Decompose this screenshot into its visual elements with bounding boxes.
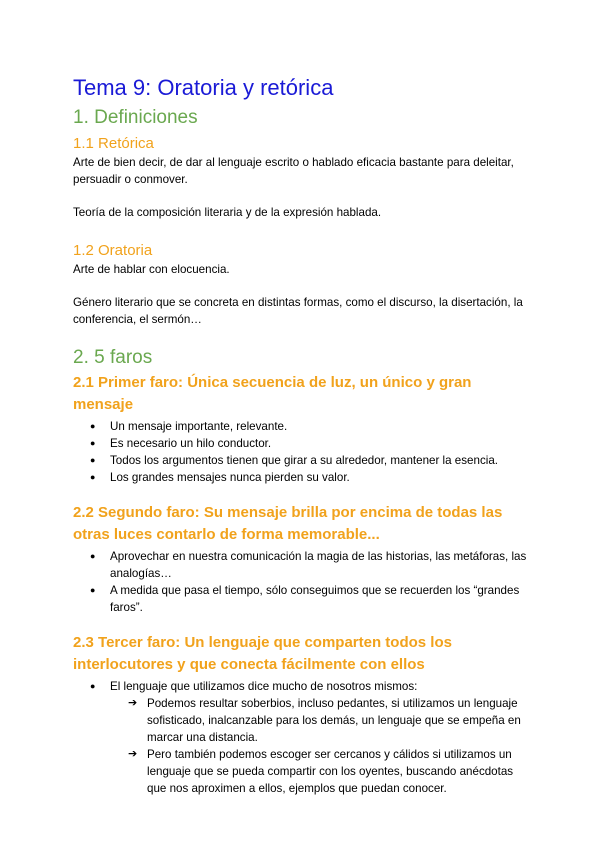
list-item: ● Todos los argumentos tienen que girar a su alrededor, mantener la esencia.	[90, 454, 498, 467]
list-item: ● El lenguaje que utilizamos dice mucho de nosotros mismos: ➔ Podemos resultar soberbios, incluso pedantes, si utilizamos un lenguaje sofisticado, inalcanzable para los demás, un lenguaje que se empeña en marcar una distancia. ➔ Pero también podemos escoger ser cercanos y cálidos si utilizamos un lenguaje que se pueda compartir con los oyentes, buscando anécdotas que nos aproximen a ellos, ejemplos que puedan conocer.	[73, 678, 528, 797]
bullet-icon: ●	[90, 472, 96, 482]
bullet-icon: ●	[90, 421, 96, 431]
arrow-right-icon: ➔	[128, 697, 138, 709]
subheading-retorica: 1.1 Retórica	[73, 135, 154, 152]
subheading-segundo-faro: 2.2 Segundo faro: Su mensaje brilla por encima de todas las otras luces contarlo de forma memorable...	[73, 504, 503, 543]
paragraph-retorica-1: Arte de bien decir, de dar al lenguaje escrito o hablado eficacia bastante para deleitar, persuadir o conmover.	[73, 156, 514, 186]
bullet-icon: ●	[90, 455, 96, 465]
arrow-right-icon: ➔	[128, 748, 138, 760]
bullet-list-segundo-faro	[73, 548, 528, 616]
paragraph-oratoria-1: Arte de hablar con elocuencia.	[73, 263, 230, 276]
arrow-list-lenguaje	[110, 695, 528, 797]
section-heading-5-faros: 2. 5 faros	[73, 347, 153, 368]
bullet-icon: ●	[90, 681, 96, 691]
list-item: ● A medida que pasa el tiempo, sólo conseguimos que se recuerden los “grandes faros”.	[90, 584, 520, 614]
list-item: ● Aprovechar en nuestra comunicación la magia de las historias, las metáforas, las analogías…	[90, 550, 527, 580]
document-title: Tema 9: Oratoria y retórica	[73, 75, 334, 100]
paragraph-retorica-2: Teoría de la composición literaria y de la expresión hablada.	[73, 206, 382, 219]
subheading-primer-faro: 2.1 Primer faro: Única secuencia de luz, un único y gran mensaje	[73, 374, 472, 413]
list-item: ● Es necesario un hilo conductor.	[90, 437, 272, 450]
list-item: ● Un mensaje importante, relevante.	[90, 420, 288, 433]
paragraph-oratoria-2: Género literario que se concreta en distintas formas, como el discurso, la disertación, la conferencia, el sermón…	[73, 296, 523, 326]
list-item: ● Los grandes mensajes nunca pierden su valor.	[90, 471, 350, 484]
bullet-list-tercer-faro	[73, 678, 528, 797]
list-item: ➔ Podemos resultar soberbios, incluso pedantes, si utilizamos un lenguaje sofisticado, inalcanzable para los demás, un lenguaje que se empeña en marcar una distancia.	[128, 697, 521, 744]
list-item: ➔ Pero también podemos escoger ser cercanos y cálidos si utilizamos un lenguaje que se pueda compartir con los oyentes, buscando anécdotas que nos aproximen a ellos, ejemplos que puedan conocer.	[128, 748, 514, 795]
bullet-list-primer-faro	[73, 418, 528, 486]
bullet-icon: ●	[90, 551, 96, 561]
subheading-tercer-faro: 2.3 Tercer faro: Un lenguaje que comparten todos los interlocutores y que conecta fácilmente con ellos	[73, 634, 452, 673]
subheading-oratoria: 1.2 Oratoria	[73, 242, 153, 259]
section-heading-definiciones: 1. Definiciones	[73, 107, 198, 128]
bullet-icon: ●	[90, 438, 96, 448]
bullet-icon: ●	[90, 585, 96, 595]
